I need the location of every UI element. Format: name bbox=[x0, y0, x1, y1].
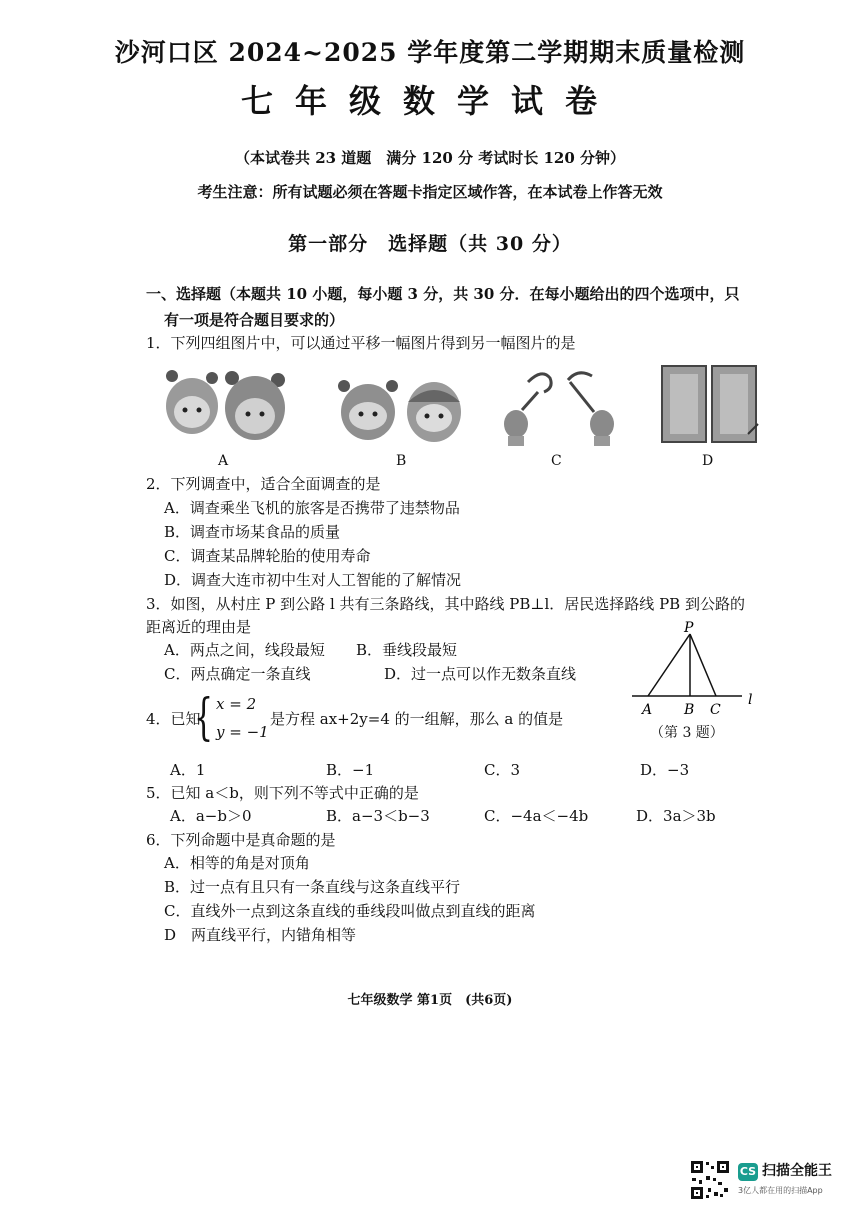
scanner-logo-badge: CS bbox=[738, 1163, 758, 1181]
q3-option-c: C．两点确定一条直线 bbox=[164, 665, 311, 683]
scanner-app-name: 扫描全能王 bbox=[762, 1163, 832, 1179]
q1-stem: 1．下列四组图片中，可以通过平移一幅图片得到另一幅图片的是 bbox=[146, 334, 576, 352]
scanner-tagline: 3亿人都在用的扫描App bbox=[738, 1186, 823, 1195]
q5-stem: 5．已知 a＜b，则下列不等式中正确的是 bbox=[146, 784, 419, 802]
label-b: B bbox=[684, 702, 695, 718]
q2-option-a: A．调查乘坐飞机的旅客是否携带了违禁物品 bbox=[164, 499, 460, 517]
q5-option-d: D．3a＞3b bbox=[636, 807, 716, 825]
q1-picture-b bbox=[336, 376, 466, 446]
q3-stem-line1: 3．如图，从村庄 P 到公路 l 共有三条路线，其中路线 PB⊥l．居民选择路线 PB 到公路的 bbox=[146, 595, 745, 613]
q3-figure-caption: （第 3 题） bbox=[650, 725, 724, 741]
q1-picture-d bbox=[660, 364, 760, 444]
q6-option-d: D 两直线平行，内错角相等 bbox=[164, 926, 357, 944]
q1-label-a: A bbox=[218, 453, 229, 469]
label-c: C bbox=[710, 702, 721, 718]
exam-info: （本试卷共 23 道题 满分 120 分 考试时长 120 分钟） bbox=[234, 149, 626, 167]
exam-subtitle: 七年级数学试卷 bbox=[240, 82, 619, 120]
q5-option-a: A．a−b＞0 bbox=[170, 807, 252, 825]
q2-option-d: D．调查大连市初中生对人工智能的了解情况 bbox=[164, 571, 462, 589]
q5-option-b: B．a−3＜b−3 bbox=[326, 807, 430, 825]
section-instruction-line2: 有一项是符合题目要求的） bbox=[164, 311, 345, 329]
q1-label-c: C bbox=[551, 453, 562, 469]
q3-option-b: B．垂线段最短 bbox=[356, 641, 458, 659]
q2-option-c: C．调查某品牌轮胎的使用寿命 bbox=[164, 547, 371, 565]
q2-option-b: B．调查市场某食品的质量 bbox=[164, 523, 341, 541]
q4-option-a: A．1 bbox=[170, 761, 206, 779]
exam-title: 沙河口区 2024~2025 学年度第二学期期末质量检测 bbox=[114, 38, 746, 67]
label-p: P bbox=[684, 620, 694, 636]
q2-stem: 2．下列调查中，适合全面调查的是 bbox=[146, 475, 381, 493]
exam-notice: 考生注意：所有试题必须在答题卡指定区域作答，在本试卷上作答无效 bbox=[197, 183, 663, 201]
q6-option-b: B．过一点有且只有一条直线与这条直线平行 bbox=[164, 878, 461, 896]
label-l: l bbox=[748, 692, 753, 708]
label-a: A bbox=[642, 702, 653, 718]
q3-option-a: A．两点之间，线段最短 bbox=[164, 641, 325, 659]
q3-figure bbox=[620, 620, 760, 720]
q1-picture-a bbox=[160, 368, 290, 450]
page-footer: 七年级数学 第1页 (共6页) bbox=[347, 993, 513, 1008]
q1-picture-c bbox=[498, 368, 618, 450]
route-pa bbox=[648, 634, 690, 696]
q3-option-d: D．过一点可以作无数条直线 bbox=[384, 665, 577, 683]
q6-stem: 6．下列命题中是真命题的是 bbox=[146, 831, 336, 849]
q4-option-c: C．3 bbox=[484, 761, 521, 779]
q4-eq2: y = −1 bbox=[216, 723, 269, 741]
q1-label-b: B bbox=[396, 453, 407, 469]
q4-prefix: 4．已知 bbox=[146, 710, 201, 728]
q4-option-b: B．−1 bbox=[326, 761, 375, 779]
q4-brace: { bbox=[194, 688, 214, 746]
q4-option-d: D．−3 bbox=[640, 761, 690, 779]
q3-stem-line2: 距离近的理由是 bbox=[146, 618, 252, 636]
section-instruction-line1: 一、选择题（本题共 10 小题，每小题 3 分，共 30 分．在每小题给出的四个选项中，只 bbox=[146, 285, 740, 303]
part-title: 第一部分 选择题（共 30 分） bbox=[288, 233, 572, 255]
q4-suffix: 是方程 ax+2y=4 的一组解，那么 a 的值是 bbox=[270, 710, 564, 728]
q5-option-c: C．−4a＜−4b bbox=[484, 807, 589, 825]
q4-eq1: x = 2 bbox=[216, 695, 257, 713]
route-pc bbox=[690, 634, 716, 696]
qr-code-icon bbox=[690, 1160, 730, 1200]
q6-option-c: C．直线外一点到这条直线的垂线段叫做点到直线的距离 bbox=[164, 902, 536, 920]
q6-option-a: A．相等的角是对顶角 bbox=[164, 854, 310, 872]
q1-label-d: D bbox=[702, 453, 714, 469]
